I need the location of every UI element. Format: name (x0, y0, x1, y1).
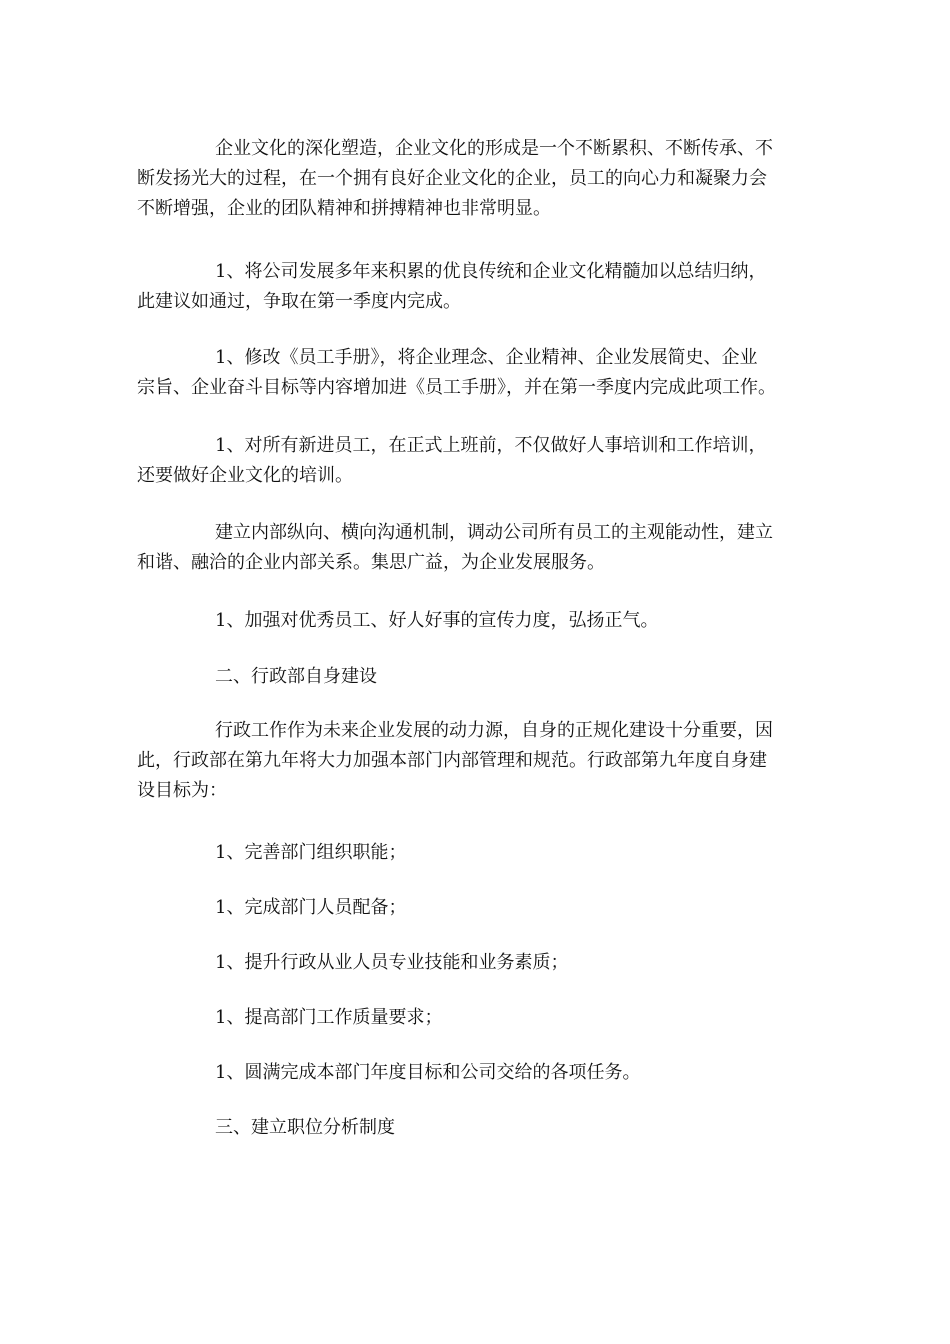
paragraph-corporate-culture (137, 134, 827, 224)
text-line: 和谐、融洽的企业内部关系。集思广益，为企业发展服务。 (137, 552, 605, 573)
text-line: 1、完成部门人员配备； (215, 897, 407, 918)
text-line: 三、建立职位分析制度 (215, 1117, 395, 1138)
paragraph-item-promote-excellence (137, 606, 827, 636)
text-line: 1、将公司发展多年来积累的优良传统和企业文化精髓加以总结归纳， (215, 261, 767, 282)
text-line: 1、提高部门工作质量要求； (215, 1007, 443, 1028)
text-line: 1、圆满完成本部门年度目标和公司交给的各项任务。 (215, 1062, 641, 1083)
text-line: 二、行政部自身建设 (215, 666, 377, 687)
paragraph-communication-mechanism (137, 518, 827, 578)
text-line: 1、提升行政从业人员专业技能和业务素质； (215, 952, 569, 973)
list-item-skill-improvement (137, 948, 827, 978)
text-line: 1、对所有新进员工，在正式上班前，不仅做好人事培训和工作培训， (215, 435, 767, 456)
text-line: 行政工作作为未来企业发展的动力源，自身的正规化建设十分重要，因 (215, 720, 773, 741)
paragraph-admin-dept-construction (137, 716, 827, 806)
paragraph-item-new-employee-training (137, 431, 827, 491)
text-line: 建立内部纵向、横向沟通机制，调动公司所有员工的主观能动性，建立 (215, 522, 773, 543)
text-line: 不断增强，企业的团队精神和拼搏精神也非常明显。 (137, 198, 551, 219)
list-item-staffing (137, 893, 827, 923)
paragraph-item-summarize-tradition (137, 257, 827, 317)
text-line: 此，行政部在第九年将大力加强本部门内部管理和规范。行政部第九年度自身建 (137, 750, 767, 771)
text-line: 1、完善部门组织职能； (215, 842, 407, 863)
section-heading-job-analysis (137, 1113, 827, 1143)
text-line: 此建议如通过，争取在第一季度内完成。 (137, 291, 461, 312)
text-line: 宗旨、企业奋斗目标等内容增加进《员工手册》，并在第一季度内完成此项工作。 (137, 377, 776, 398)
text-line: 断发扬光大的过程，在一个拥有良好企业文化的企业，员工的向心力和凝聚力会 (137, 168, 767, 189)
text-line: 1、修改《员工手册》，将企业理念、企业精神、企业发展简史、企业 (215, 347, 758, 368)
text-line: 设目标为： (137, 780, 227, 801)
list-item-complete-tasks (137, 1058, 827, 1088)
list-item-work-quality (137, 1003, 827, 1033)
text-line: 企业文化的深化塑造，企业文化的形成是一个不断累积、不断传承、不 (215, 138, 773, 159)
paragraph-item-employee-handbook (137, 343, 827, 403)
section-heading-admin-dept (137, 662, 827, 692)
list-item-organization-function (137, 838, 827, 868)
text-line: 还要做好企业文化的培训。 (137, 465, 353, 486)
text-line: 1、加强对优秀员工、好人好事的宣传力度，弘扬正气。 (215, 610, 659, 631)
